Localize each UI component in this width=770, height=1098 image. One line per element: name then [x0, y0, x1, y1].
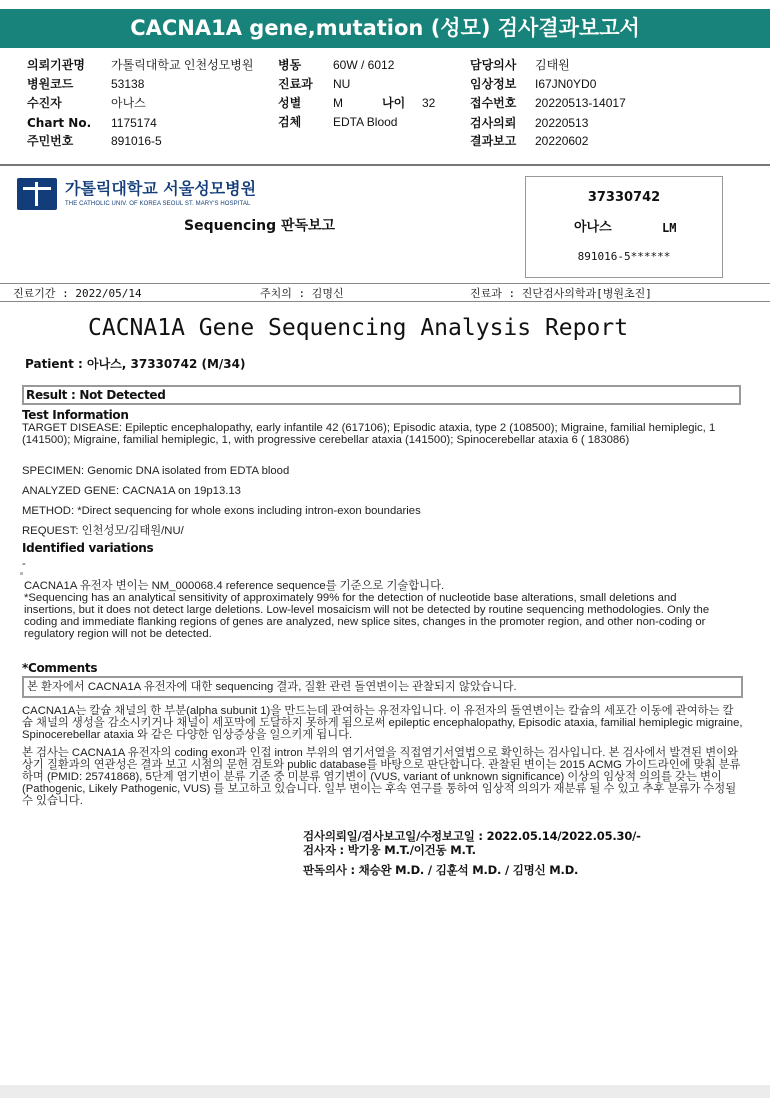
result-text: Result : Not Detected	[26, 388, 166, 402]
divider	[0, 283, 770, 284]
sensitivity-note: *Sequencing has an analytical sensitivity of approximately 99% for the detection of nucleotide base alterations, small deletions and insertions, but it does not detect large deletions. Low-level mosaicism will not be detected by routine sequencing methodologies. Only the coding and immediate flanking regions of genes are analyzed, new splice sites, changes in the promoter region, and other non-coding or regulatory region will not be detected.	[24, 592, 710, 640]
target-disease: TARGET DISEASE: Epileptic encephalopathy, early infantile 42 (617106); Episodic ataxia, type 2 (108500); Migraine, familial hemiplegic, 1 (141500); Migraine, familial hemiplegic, 1, with progressive cerebellar ataxia (141500); Spinocerebellar ataxia 6 ( 183086)	[22, 422, 716, 446]
patient-id-box	[525, 176, 723, 278]
meta-label: 결과보고	[470, 134, 517, 148]
meta-value-patient: 아나스	[111, 96, 146, 110]
meta-value-hospital-code: 53138	[111, 77, 145, 91]
comments-heading: *Comments	[22, 661, 98, 675]
meta-label: 담당의사	[470, 58, 517, 72]
meta-value-chart-no: 1175174	[111, 116, 157, 130]
method: METHOD: *Direct sequencing for whole exons including intron-exon boundaries	[22, 505, 421, 517]
meta-value-request-date: 20220513	[535, 116, 589, 130]
divider	[0, 301, 770, 302]
specimen: SPECIMEN: Genomic DNA isolated from EDTA blood	[22, 465, 290, 477]
meta-label: 병동	[278, 58, 302, 72]
meta-value-physician: 김태원	[535, 58, 570, 72]
report-header-title: CACNA1A gene,mutation (성모) 검사결과보고서	[130, 16, 640, 40]
visit-dept: 진료과 : 진단검사의학과[병원초진]	[470, 287, 652, 300]
meta-label: 성별	[278, 96, 302, 110]
signoff-technicians: 검사자 : 박기웅 M.T./이건동 M.T.	[303, 843, 476, 857]
meta-value-clinical-info: I67JN0YD0	[535, 77, 597, 91]
meta-label: 진료과	[278, 77, 313, 91]
meta-label: 접수번호	[470, 96, 517, 110]
meta-value-report-date: 20220602	[535, 134, 589, 148]
test-info-heading: Test Information	[22, 408, 129, 422]
identified-variations-value: -	[22, 558, 26, 570]
attending-doctor: 주치의 : 김명신	[260, 287, 344, 300]
meta-value-accession: 20220513-14017	[535, 96, 626, 110]
request: REQUEST: 인천성모/김태원/NU/	[22, 525, 184, 537]
page-bottom-band	[0, 1085, 770, 1098]
report-title-bar	[0, 9, 770, 48]
hospital-name: 가톨릭대학교 서울성모병원	[65, 179, 257, 198]
meta-value-specimen: EDTA Blood	[333, 115, 398, 129]
meta-label: 수진자	[27, 96, 62, 110]
patient-name: 아나스	[574, 220, 612, 235]
meta-label: Chart No.	[27, 116, 92, 130]
meta-value-rrn: 891016-5	[111, 134, 162, 148]
divider	[0, 164, 770, 166]
patient-rrn: 891016-5******	[577, 250, 671, 263]
meta-label: 나이	[382, 96, 406, 110]
result-box	[22, 385, 741, 405]
sequencing-report-title: Sequencing 판독보고	[184, 218, 336, 234]
meta-value-dept: NU	[333, 77, 351, 91]
hospital-logo-icon	[17, 178, 57, 210]
meta-label: 의뢰기관명	[27, 58, 85, 72]
signoff-dates: 검사의뢰일/검사보고일/수정보고일 : 2022.05.14/2022.05.30/-	[303, 829, 641, 843]
meta-value-institution: 가톨릭대학교 인천성모병원	[111, 58, 254, 72]
marker-dot	[20, 572, 23, 575]
comment-paragraph-1: CACNA1A는 칼슘 채널의 한 부분(alpha subunit 1)을 만드는데 관여하는 유전자입니다. 이 유전자의 돌연변이는 칼슘의 세포간 이동에 관여하는 칼슘 채널의 생성을 감소시키거나 채널이 세포막에 도달하지 못하게 됨으로써 epileptic encephalopathy, Episodic ataxia, familial hemiplegic migraine, Spinocerebellar ataxia 와 같은 다양한 임상증상을 일으키게 됩니다.	[22, 705, 743, 741]
comment-paragraph-2: 본 검사는 CACNA1A 유전자의 coding exon과 인접 intron 부위의 염기서열을 직접염기서열법으로 확인하는 검사입니다. 본 검사에서 발견된 변이와 상기 질환과의 연관성은 결과 보고 시점의 문헌 검토와 public database를 바탕으로 판단합니다. 관찰된 변이는 2015 ACMG 가이드라인에 맞춰 분류하며 (PMID: 25741868), 5단계 염기변이 분류 기준 중 미분류 염기변이 (VUS, variant of unknown significance) 이상의 임상적 의의를 갖는 변이 (Pathogenic, Likely Pathogenic, VUS) 를 보고하고 있습니다. 일부 변이는 후속 연구를 통하여 임상적 의의가 재분류 될 수 있고 추후 분류가 수정될 수 있습니다.	[22, 747, 741, 807]
identified-variations-heading: Identified variations	[22, 541, 154, 555]
hospital-name-en: THE CATHOLIC UNIV. OF KOREA SEOUL ST. MARY'S HOSPITAL	[65, 201, 251, 207]
visit-period: 진료기간 : 2022/05/14	[13, 287, 142, 300]
comment-box-text: 본 환자에서 CACNA1A 유전자에 대한 sequencing 결과, 질환 관련 돌연변이는 관찰되지 않았습니다.	[27, 681, 517, 693]
meta-value-sex: M	[333, 96, 343, 110]
meta-label: 주민번호	[27, 134, 74, 148]
meta-value-ward: 60W / 6012	[333, 58, 395, 72]
meta-label: 임상정보	[470, 77, 517, 91]
analyzed-gene: ANALYZED GENE: CACNA1A on 19p13.13	[22, 485, 241, 497]
meta-label: 검체	[278, 115, 302, 129]
meta-value-age: 32	[422, 96, 436, 110]
patient-code: LM	[662, 221, 677, 235]
patient-id: 37330742	[587, 190, 661, 205]
meta-label: 병원코드	[27, 77, 74, 91]
analysis-report-title: CACNA1A Gene Sequencing Analysis Report	[88, 315, 629, 341]
meta-label: 검사의뢰	[470, 116, 517, 130]
patient-line: Patient : 아나스, 37330742 (M/34)	[25, 357, 246, 371]
comment-box	[22, 676, 743, 698]
reference-note: CACNA1A 유전자 변이는 NM_000068.4 reference sequence를 기준으로 기술합니다.	[24, 580, 445, 592]
signoff-doctors: 판독의사 : 채승완 M.D. / 김훈석 M.D. / 김명신 M.D.	[303, 863, 579, 877]
